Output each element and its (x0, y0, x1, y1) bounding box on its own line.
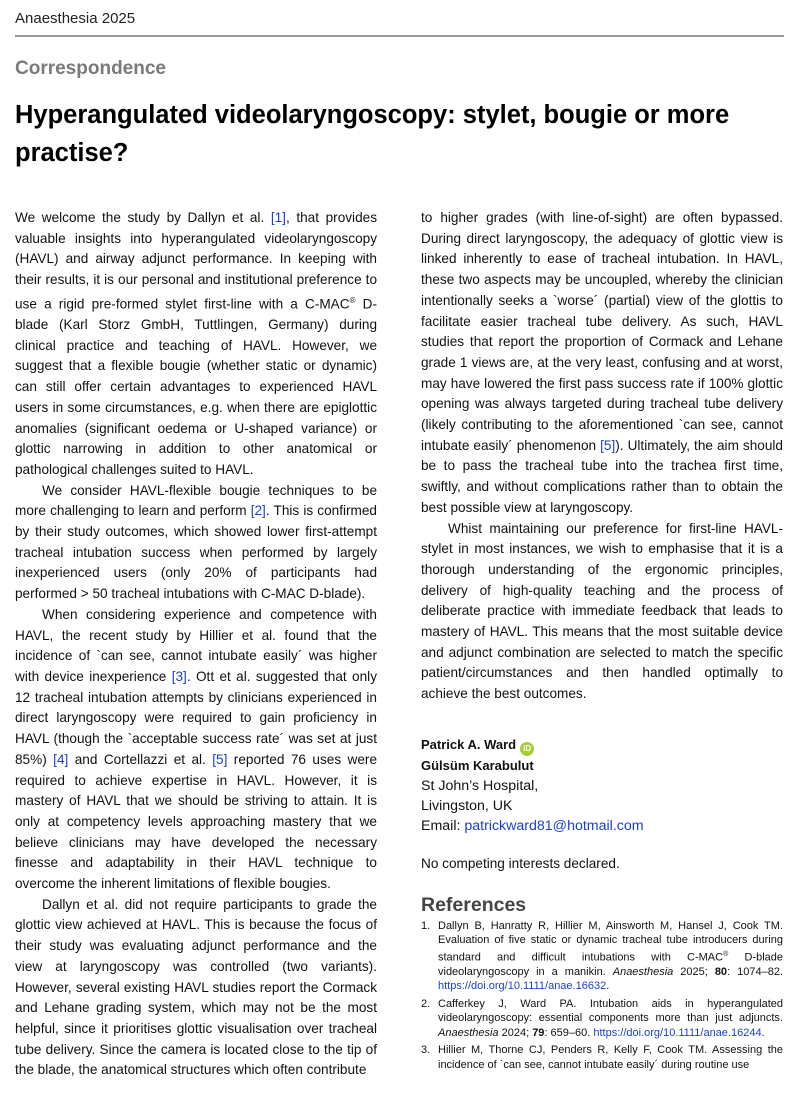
affiliation-location: Livingston, UK (421, 797, 513, 814)
registered-mark: ® (349, 295, 356, 305)
section-label: Correspondence (15, 58, 166, 79)
citation-link[interactable]: [3] (171, 669, 187, 684)
paragraph-1: We welcome the study by Dallyn et al. [1], that provides valuable insights into hyperangulated videolaryngoscopy (HAVL) and airway adjunct performance. In keeping with their results, it is our personal and institutional preference to use a rigid pre-formed stylet first-line with a C-MAC® D-blade (Karl Storz GmbH, Tuttlingen, Germany) during clinical practice and teaching of HAVL. However, we suggest that a flexible bougie (whether static or dynamic) can still offer certain advantages to experienced HAVL users in some circumstances, e.g. when there are epiglottic anomalies (significant oedema or U-shaped variance) or glottic narrowing in addition to other anatomical or pathological challenges suited to HAVL. (15, 210, 377, 477)
citation-link[interactable]: [5] (212, 751, 228, 767)
paragraph-6: Whist maintaining our preference for first-line HAVL-stylet in most instances, we wish to emphasise that it is a thorough understanding of the ergonomic principles, delivery of high-quality teaching and the process of deliberate practice with immediate feedback that leads to mastery of HAVL. This means that the most suitable device and adjunct combination are selected to match the specific patient/circumstances and then handled optimally to achieve the best outcomes. (421, 520, 783, 702)
registered-mark: ® (723, 950, 729, 958)
affiliation: St John’s Hospital, (421, 777, 539, 794)
paragraph-2: We consider HAVL-flexible bougie techniques to be more challenging to learn and perform [2]. This is confirmed by their study outcomes, which showed lower first-attempt tracheal intubation success when performed by largely inexperienced users (only 20% of participants had performed > 50 tracheal intubations with C-MAC D-blade). (15, 482, 377, 602)
doi-link[interactable]: https://doi.org/10.1111/anae.16632 (438, 980, 607, 993)
author-name: Gülsüm Karabulut (421, 757, 534, 773)
left-column (15, 208, 377, 1081)
references-heading: References (421, 893, 527, 916)
doi-link[interactable]: https://doi.org/10.1111/anae.16244 (593, 1026, 762, 1039)
reference-list (421, 919, 783, 1073)
paragraph-4: Dallyn et al. did not require participants to grade the glottic view achieved at HAVL. This is because the focus of their study was evaluating adjunct performance and the view at laryngoscopy was controlled (two variants). However, several existing HAVL studies report the Cormack and Lehane grading system, which may not be the most helpful, since it prioritises glottic visualisation over tracheal tube delivery. Since the camera is located close to the tip of the blade, the anatomical structures which often contribute (15, 896, 377, 1078)
right-column (421, 208, 783, 1075)
article-title: Hyperangulated videolaryngoscopy: stylet, bougie or more practise? (15, 101, 730, 167)
author-name: Patrick A. Ward iD (421, 735, 783, 756)
journal-running-head: Anaesthesia 2025 (15, 10, 136, 27)
citation-link[interactable]: [5] (600, 437, 616, 453)
orcid-icon[interactable]: iD (520, 742, 534, 756)
paragraph-3: When considering experience and competence with HAVL, the recent study by Hillier et al. found that the incidence of `can see, cannot intubate easily´ was higher with device inexperience [3]. Ott et al. suggested that only 12 tracheal intubation attempts by clinicians experienced in direct laryngoscopy were required to gain proficiency in HAVL (though the `acceptable success rate´ was set at just 85%) [4] and Cortellazzi et al. [5] reported 76 uses were required to achieve expertise in HAVL. However, it is mastery of HAVL that we should be striving to attain. It is only at competency levels approaching mastery that we believe clinicians may have developed the necessary finesse and adaptability in their HAVL technique to overcome the inherent limitations of flexible bougies. (15, 606, 377, 892)
paragraph-5: to higher grades (with line-of-sight) are often bypassed. During direct laryngoscopy, the adequacy of glottic view is linked inherently to ease of tracheal intubation. In HAVL, these two aspects may be uncoupled, whereby the clinician intentionally seeks a `worse´ (partial) view of the glottis to facilitate easier tracheal tube delivery. As such, HAVL studies that report the proportion of Cormack and Lehane grade 1 views are, at the very least, confusing and at worst, may have lowered the first pass success rate if 100% glottic opening was always targeted during tracheal tube delivery (likely contributing to the aforementioned `can see, cannot intubate easily´ phenomenon [5]). Ultimately, the aim should be to pass the tracheal tube into the trachea first time, swiftly, and without complications rather than to obtain the best possible view at laryngoscopy. (421, 210, 783, 515)
reference-item: 2. Cafferkey J, Ward PA. Intubation aids in hyperangulated videolaryngoscopy: essential components more than just adjuncts. Anaesthesia 2024; 79: 659–60. https://doi.org/10.1111/anae.16244. (421, 997, 783, 1039)
competing-interests: No competing interests declared. (421, 855, 620, 871)
author-block (421, 735, 783, 836)
email-link[interactable]: patrickward81@hotmail.com (464, 817, 644, 834)
header-rule (15, 35, 784, 37)
author-email: Email: patrickward81@hotmail.com (421, 817, 644, 834)
reference-item: 1. Dallyn B, Hanratty R, Hillier M, Ainsworth M, Hansel J, Cook TM. Evaluation of five static or dynamic tracheal tube introducers during standard and difficult intubations with C-MAC® D-blade videolaryngoscopy in a manikin. Anaesthesia 2025; 80: 1074–82. https://doi.org/10.1111/anae.16632. (421, 919, 784, 993)
citation-link[interactable]: [4] (53, 751, 69, 767)
reference-item: 3. Hillier M, Thorne CJ, Penders R, Kelly F, Cook TM. Assessing the incidence of `can see, cannot intubate easily´ during routine use (421, 1044, 783, 1071)
citation-link[interactable]: [1] (270, 210, 286, 225)
citation-link[interactable]: [2] (250, 503, 266, 519)
